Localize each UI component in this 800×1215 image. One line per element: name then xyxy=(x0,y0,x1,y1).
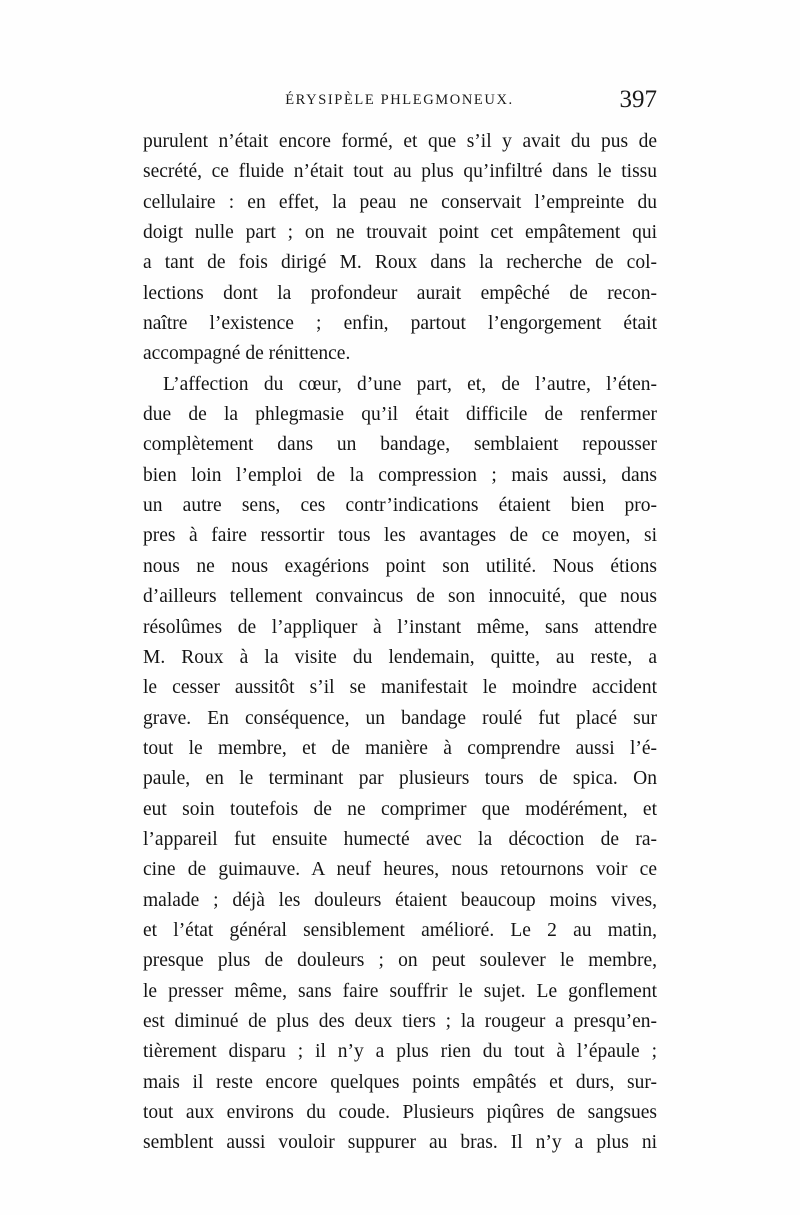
text-line: paule, en le terminant par plusieurs tours de spica. On xyxy=(143,768,657,790)
running-title: ÉRYSIPÈLE PHLEGMONEUX. xyxy=(285,92,514,108)
text-line: cellulaire : en effet, la peau ne conservait l’empreinte du xyxy=(143,191,657,213)
page-number: 397 xyxy=(619,86,657,113)
paragraph-start-line: L’affection du cœur, d’une part, et, de l’autre, l’éten- xyxy=(163,373,657,395)
text-line: est diminué de plus des deux tiers ; la rougeur a presqu’en- xyxy=(143,1010,657,1032)
running-head xyxy=(142,88,657,120)
text-line: due de la phlegmasie qu’il était difficile de renfermer xyxy=(143,404,657,426)
text-line: cine de guimauve. A neuf heures, nous retournons voir ce xyxy=(143,859,657,881)
text-line: eut soin toutefois de ne comprimer que modérément, et xyxy=(143,798,657,820)
text-line: bien loin l’emploi de la compression ; mais aussi, dans xyxy=(143,464,657,486)
text-line: complètement dans un bandage, semblaient repousser xyxy=(143,434,657,456)
text-line: malade ; déjà les douleurs étaient beaucoup moins vives, xyxy=(143,889,657,911)
text-line: doigt nulle part ; on ne trouvait point cet empâtement qui xyxy=(143,222,657,244)
text-line: tièrement disparu ; il n’y a plus rien du tout à l’épaule ; xyxy=(143,1041,657,1063)
text-line: d’ailleurs tellement convaincus de son innocuité, que nous xyxy=(143,586,657,608)
text-line: secrété, ce fluide n’était tout au plus qu’infiltré dans le tissu xyxy=(143,161,657,183)
text-line: purulent n’était encore formé, et que s’il y avait du pus de xyxy=(143,131,657,152)
text-line: nous ne nous exagérions point son utilité. Nous étions xyxy=(143,555,657,577)
text-line: mais il reste encore quelques points empâtés et durs, sur- xyxy=(143,1071,657,1093)
text-line: tout le membre, et de manière à comprendre aussi l’é- xyxy=(143,737,657,759)
text-line: un autre sens, ces contr’indications étaient bien pro- xyxy=(143,495,657,517)
text-line: M. Roux à la visite du lendemain, quitte, au reste, a xyxy=(143,646,657,668)
text-line: lections dont la profondeur aurait empêché de recon- xyxy=(143,282,657,304)
text-line: et l’état général sensiblement amélioré. Le 2 au matin, xyxy=(143,919,657,941)
text-line: a tant de fois dirigé M. Roux dans la recherche de col- xyxy=(143,252,657,274)
text-line: l’appareil fut ensuite humecté avec la décoction de ra- xyxy=(143,828,657,850)
text-line: le cesser aussitôt s’il se manifestait le moindre accident xyxy=(143,677,657,699)
text-line: tout aux environs du coude. Plusieurs piqûres de sangsues xyxy=(143,1102,657,1123)
text-line: grave. En conséquence, un bandage roulé fut placé sur xyxy=(143,707,657,729)
text-line: presque plus de douleurs ; on peut soulever le membre, xyxy=(143,950,657,972)
text-line: le presser même, sans faire souffrir le sujet. Le gonflement xyxy=(143,980,657,1002)
text-line: naître l’existence ; enfin, partout l’engorgement était xyxy=(143,313,657,335)
text-line: résolûmes de l’appliquer à l’instant même, sans attendre xyxy=(143,616,657,638)
body-text xyxy=(143,127,657,1159)
paragraph-end-line: accompagné de rénittence. xyxy=(143,343,351,365)
text-line: pres à faire ressortir tous les avantages de ce moyen, si xyxy=(143,525,657,547)
text-line: semblent aussi vouloir suppurer au bras. Il n’y a plus ni xyxy=(143,1132,657,1154)
